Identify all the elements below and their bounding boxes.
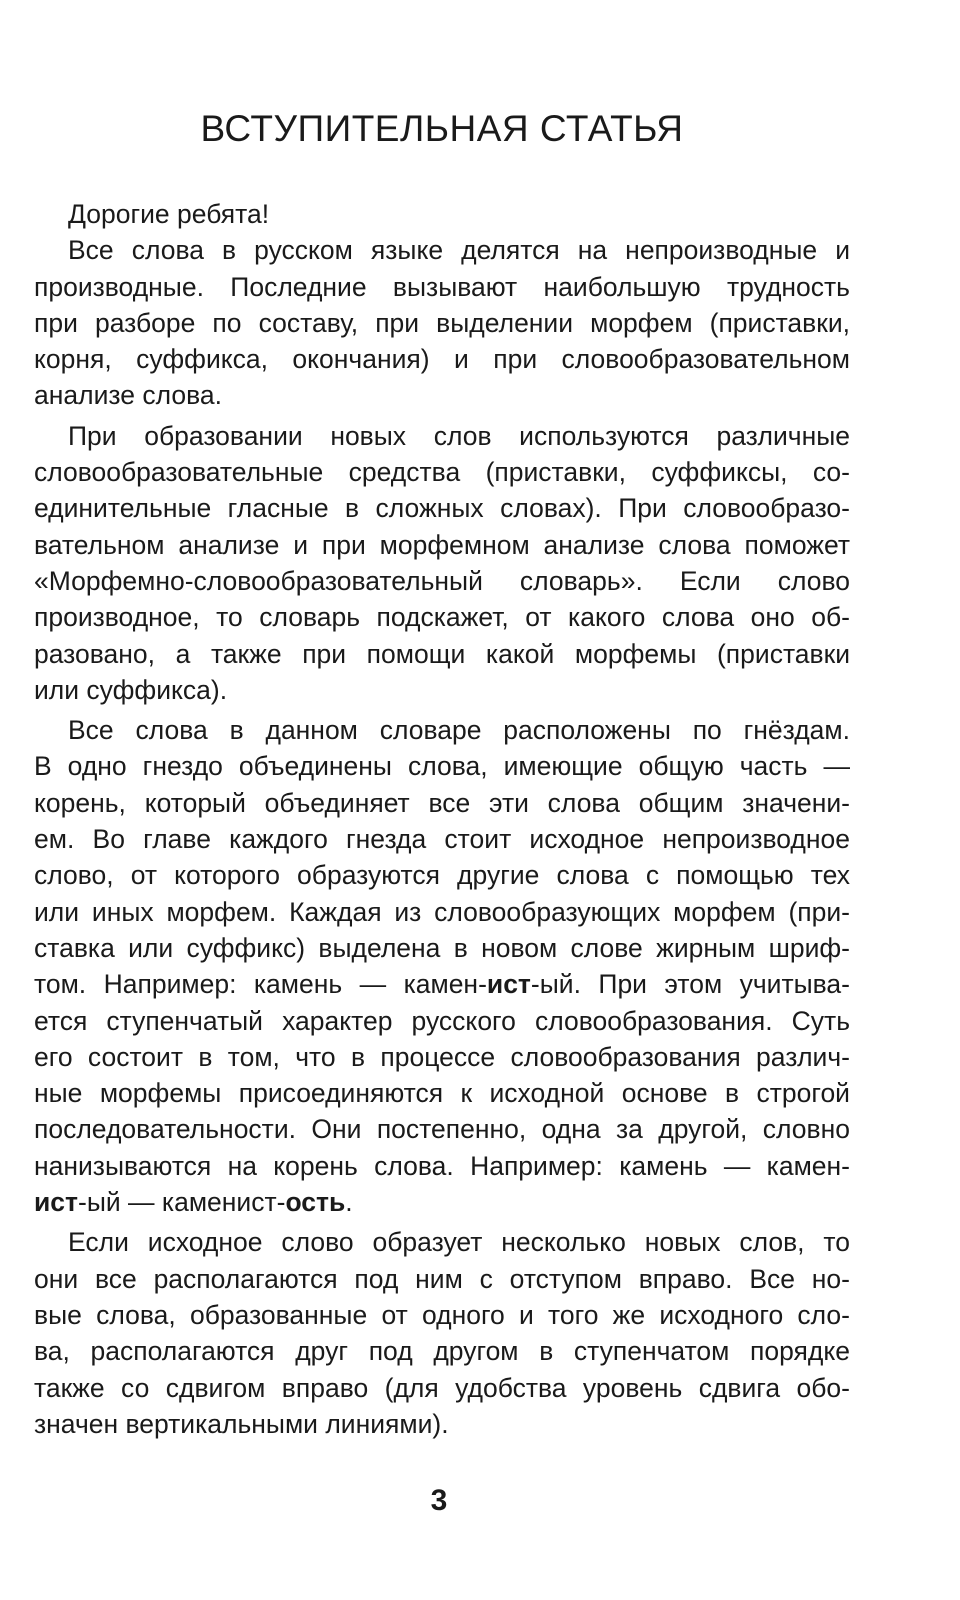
example-text: -ый — каменист-	[78, 1187, 286, 1218]
text-line: также со сдвигом вправо (для удобства уровень сдвига обо-	[34, 1372, 850, 1403]
text-line: вательном анализе и при морфемном анализе слова поможет	[34, 529, 850, 560]
text-line: ется ступенчатый характер русского словообразования. Суть	[34, 1005, 850, 1036]
article-body	[34, 196, 850, 1442]
example-text: том. Например: камень — камен-	[34, 969, 487, 1000]
text-line: последовательности. Они постепенно, одна за другой, словно	[34, 1114, 850, 1145]
paragraph-2	[34, 418, 850, 708]
text-line: значен вертикальными линиями).	[34, 1408, 449, 1439]
text-line: ва, располагаются друг под другом в ступенчатом порядке	[34, 1336, 850, 1367]
text-line: при разборе по составу, при выделении морфем (приставки,	[34, 307, 850, 338]
text-line: нанизываются на корень слова. Например: камень — камен-	[34, 1150, 850, 1181]
text-line: вые слова, образованные от одного и того же исходного сло-	[34, 1299, 850, 1330]
bold-morpheme: ость	[285, 1187, 346, 1218]
text-line: слово, от которого образуются другие слова с помощью тех	[34, 860, 850, 891]
text-line: производные. Последние вызывают наибольшую трудность	[34, 271, 850, 302]
page-title: ВСТУПИТЕЛЬНАЯ СТАТЬЯ	[200, 108, 684, 149]
text-line: единительные гласные в сложных словах). При словообразо-	[34, 493, 850, 524]
text-line: ем. Во главе каждого гнезда стоит исходное непроизводное	[34, 824, 850, 855]
paragraph-3	[34, 712, 850, 1220]
text-line: Если исходное слово образует несколько новых слов, то	[68, 1227, 850, 1258]
text-line: Все слова в данном словаре расположены по гнёздам.	[68, 715, 850, 746]
text-line: В одно гнездо объединены слова, имеющие общую часть —	[34, 751, 850, 782]
page-number: 3	[430, 1484, 448, 1517]
example-line	[34, 966, 850, 1002]
text-line: разовано, а также при помощи какой морфемы (приставки	[34, 638, 850, 669]
text-line: его состоит в том, что в процессе словообразования различ-	[34, 1041, 850, 1072]
paragraph-1	[34, 232, 850, 413]
text-line: они все располагаются под ним с отступом вправо. Все но-	[34, 1263, 850, 1294]
text-line: ставка или суффикс) выделена в новом слове жирным шриф-	[34, 932, 850, 963]
example-text: -ый. При этом учитыва-	[530, 969, 850, 1000]
bold-morpheme: ист	[34, 1187, 79, 1218]
example-line	[34, 1184, 850, 1220]
text-line: анализе слова.	[34, 380, 222, 411]
text-line: производное, то словарь подскажет, от какого слова оно об-	[34, 602, 850, 633]
paragraph-4	[34, 1224, 850, 1442]
text-line: Все слова в русском языке делятся на непроизводные и	[68, 235, 850, 266]
text-line: или иных морфем. Каждая из словообразующих морфем (при-	[34, 896, 850, 927]
example-text: .	[345, 1187, 353, 1218]
text-line: корня, суффикса, окончания) и при словообразовательном	[34, 344, 850, 375]
text-line: корень, который объединяет все эти слова общим значени-	[34, 787, 850, 818]
greeting: Дорогие ребята!	[68, 199, 270, 229]
bold-morpheme: ист	[486, 969, 531, 1000]
text-line: «Морфемно-словообразовательный словарь». Если слово	[34, 565, 850, 596]
text-line: При образовании новых слов используются различные	[68, 420, 850, 451]
text-line: словообразовательные средства (приставки, суффиксы, со-	[34, 457, 850, 488]
text-line: или суффикса).	[34, 674, 228, 705]
text-line: ные морфемы присоединяются к исходной основе в строгой	[34, 1078, 850, 1109]
